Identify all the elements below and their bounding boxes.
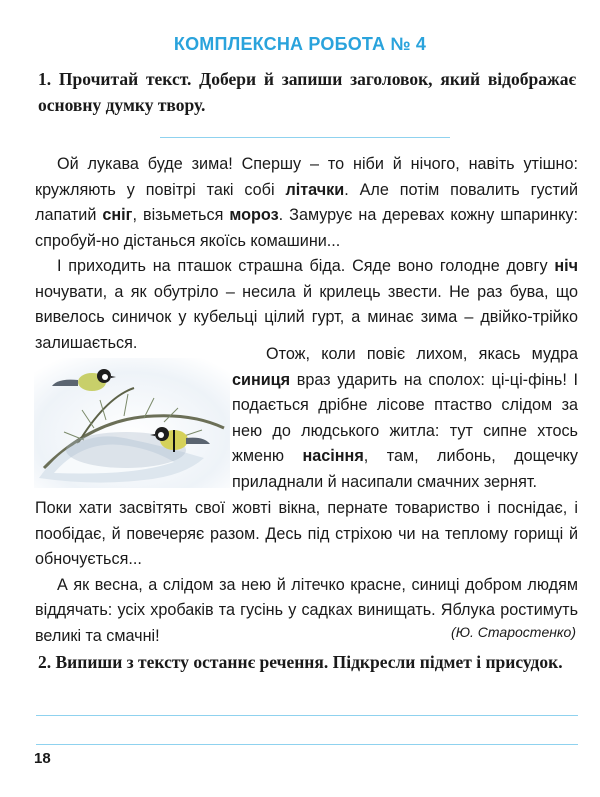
task-1-number: 1. [38,69,52,89]
text-run: ночувати, а як обутріло – несила й крилець звести. Не раз бува, що вивелось синичок у кубельці цілий гурт, а минає зима – двійко-трійко залишається. [35,282,578,352]
task-1 [38,66,576,118]
story-paragraph-2 [35,254,578,356]
text-run: враз ударить на сполох: ці-ці-фінь! І подається дрібне лісове птаство слідом за нею до людського житла: тут сипне хтось жменю [232,370,578,465]
story-part-1 [35,152,578,356]
text-run: , там, либонь, дощечку приладнали й насипали смачних зернят. [232,447,578,491]
task-2 [38,649,576,675]
text-run: Ой лукава буде зима! Спершу – то ніби й нічого, навіть утішно: кружляють у повітрі такі собі [35,155,578,199]
bold-word: насіння [302,447,364,465]
task-2-text: Випиши з тексту останнє речення. Підкресли підмет і присудок. [55,652,563,672]
task-1-text: Прочитай текст. Добери й запиши заголовок, який відображає основну думку твору. [38,69,577,115]
bold-word: синиця [232,370,291,389]
bold-word: сніг [102,206,133,224]
story-paragraph-1 [35,152,578,254]
text-run: Отож, коли повіє лихом, якась мудра [266,345,578,363]
text-run: , візьметься [132,206,230,224]
story-paragraph-4: А як весна, а слідом за нею й літечко красне, синиці добром людям віддячать: усіх хробаків та гусінь у садках винищать. Яблука ростимуть великі та смачні! [35,575,578,645]
text-run: І приходить на пташок страшна біда. Сяде воно голодне довгу [57,257,555,275]
story-paragraph-3-continued: Поки хати засвітять свої жовті вікна, пернате товариство і поснідає, і пообідає, й повечеряє разом. Десь під стріхою чи на теплому горищі й обночується... [35,499,578,568]
story-part-2 [232,342,578,495]
author-credit: (Ю. Старостенко) [451,624,576,640]
task-2-number: 2. [38,652,52,672]
page-title: КОМПЛЕКСНА РОБОТА № 4 [173,34,427,54]
answer-line-2[interactable] [36,744,578,745]
text-run: . Але потім повалить густий лапатий [35,180,579,224]
titmice-on-snowy-branch-icon [34,358,230,488]
text-run: . Замурує на деревах кожну шпаринку: спробуй-но дістанься якоїсь комашини... [35,206,578,250]
story-paragraph-3-wrapped [232,342,578,495]
page-number: 18 [34,750,51,767]
bold-word: ніч [554,257,578,275]
bold-word: мороз [229,206,279,224]
answer-line-1[interactable] [36,715,578,716]
answer-line-title[interactable] [160,137,450,138]
bold-word: літачки [285,180,345,199]
